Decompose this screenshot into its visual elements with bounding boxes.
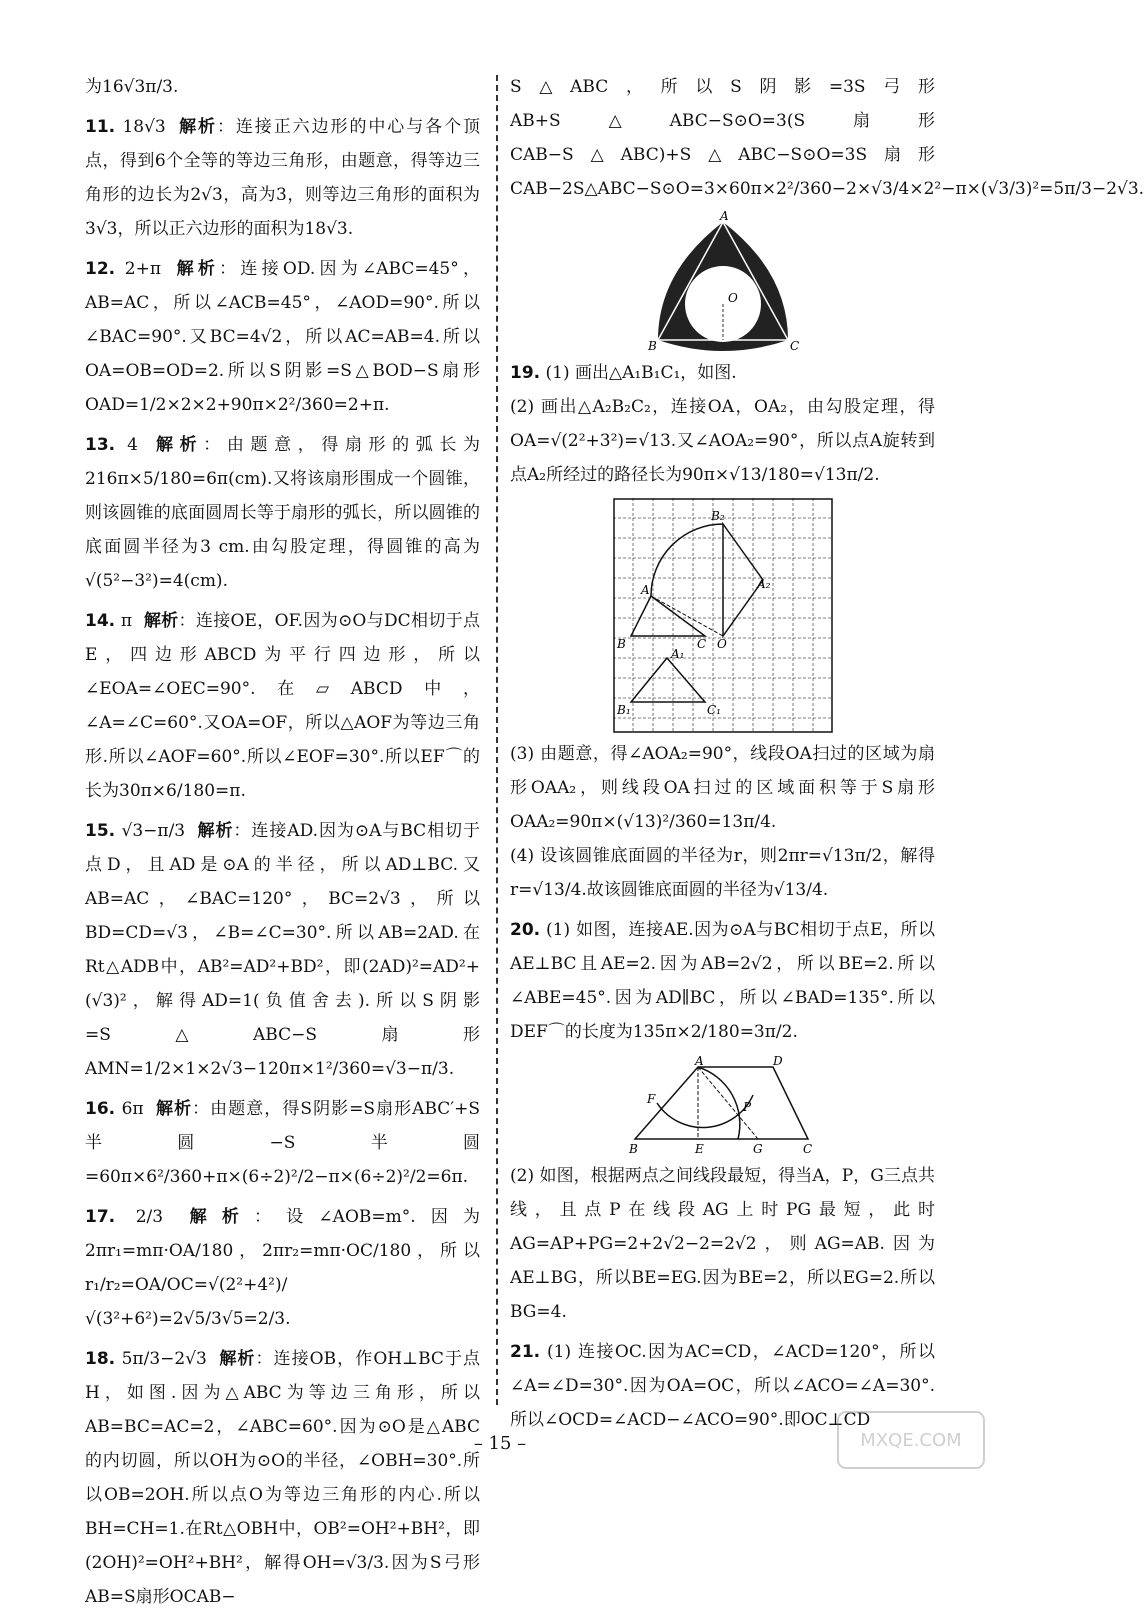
answer-20-part2-para: (2) 如图，根据两点之间线段最短，得当A，P，G三点共线，且点P在线段AG上时PG最短，此时AG=AP+PG=2+2√2−2=2√2，则AG=AB.因为AE⊥BG，所以BE=EG.因为BE=2，所以EG=2.所以BG=4.	[510, 1166, 935, 1322]
figure-19-grid	[613, 498, 833, 733]
analysis-text: ：由题意，得扇形的弧长为216π×5/180=6π(cm).又将该扇形围成一个圆锥，则该圆锥的底面圆周长等于扇形的弧长，所以圆锥的底面圆半径为3 cm.由勾股定理，得圆锥的高为√(5²−3²)=4(cm).	[85, 435, 481, 591]
label-c: C	[802, 1142, 812, 1156]
answer-20	[510, 913, 935, 1049]
answer-15	[85, 814, 480, 1086]
label-c: C	[696, 637, 706, 651]
answer-12	[85, 252, 480, 422]
answer-13	[85, 428, 480, 598]
label-o: O	[716, 637, 727, 651]
analysis-text: ：设∠AOB=m°.因为2πr₁=mπ·OA/180，2πr₂=mπ·OC/180，所以r₁/r₂=OA/OC=√(2²+4²)/√(3²+6²)=2√5/3√5=2/3.	[85, 1207, 481, 1329]
column-divider	[496, 75, 498, 1405]
answer-value: 2+π	[124, 259, 162, 279]
label-b: B	[616, 637, 626, 651]
label-a1: A₁	[670, 647, 684, 661]
analysis-label: 解析	[179, 117, 217, 137]
answer-18	[85, 1342, 480, 1614]
page-number: – 15 –	[473, 1433, 527, 1454]
rotation-arc	[651, 524, 723, 596]
answer-19-more	[510, 737, 935, 907]
label-e: E	[694, 1142, 704, 1156]
question-number: 11.	[85, 117, 116, 137]
left-column	[85, 70, 480, 1620]
analysis-label: 解析	[219, 1349, 256, 1369]
label-b1: B₁	[616, 703, 631, 717]
answer-value: 6π	[121, 1099, 144, 1119]
answer-value: 18√3	[122, 117, 166, 137]
label-a: A	[694, 1054, 704, 1068]
answer-value: 4	[127, 435, 138, 455]
figure-18-reuleaux-triangle	[647, 209, 799, 353]
label-o: O	[727, 291, 738, 305]
label-g: G	[752, 1142, 763, 1156]
question-number: 19.	[510, 363, 541, 383]
triangle-abc	[631, 596, 705, 636]
figure-20-trapezoid	[623, 1055, 823, 1155]
analysis-text: ：连接正六边形的中心与各个顶点，得到6个全等的等边三角形，由题意，得等边三角形的边长为2√3，高为3，则等边三角形的面积为3√3，所以正六边形的面积为18√3.	[85, 117, 481, 239]
triangle-a1b1c1	[631, 658, 705, 702]
question-number: 13.	[85, 435, 116, 455]
question-number: 16.	[85, 1099, 116, 1119]
answer-16	[85, 1092, 480, 1194]
question-number: 12.	[85, 259, 116, 279]
answer-20-part1: (1) 如图，连接AE.因为⊙A与BC相切于点E，所以AE⊥BC且AE=2.因为AB=2√2，所以BE=2.所以∠ABE=45°.因为AD∥BC，所以∠BAD=135°.所以DEF⌒的长度为135π×2/180=3π/2.	[510, 920, 936, 1042]
analysis-label: 解析	[156, 435, 204, 455]
analysis-text: ：连接OD.因为∠ABC=45°，AB=AC，所以∠ACB=45°，∠AOD=90°.所以∠BAC=90°.又BC=4√2，所以AC=AB=4.所以OA=OB=OD=2.所以S阴影=S△BOD−S扇形OAD=1/2×2×2+90π×2²/360=2+π.	[85, 259, 480, 415]
segment-oa	[651, 596, 723, 636]
question-number: 20.	[510, 920, 541, 940]
analysis-label: 解析	[176, 259, 220, 279]
answer-21-part1: (1) 连接OC.因为AC=CD，∠ACD=120°，所以∠A=∠D=30°.因为OA=OC，所以∠ACO=∠A=30°.所以∠OCD=∠ACD−∠ACO=90°.即OC⊥CD	[510, 1342, 935, 1430]
watermark-logo	[836, 1410, 986, 1470]
analysis-label: 解析	[189, 1207, 255, 1227]
answer-19-part4: (4) 设该圆锥底面圆的半径为r，则2πr=√13π/2，解得r=√13/4.故该圆锥底面圆的半径为√13/4.	[510, 846, 935, 900]
label-d: D	[772, 1054, 783, 1068]
answer-14	[85, 604, 480, 808]
answer-17	[85, 1200, 480, 1336]
label-f: F	[646, 1092, 655, 1106]
answer-19-part2: (2) 画出△A₂B₂C₂，连接OA，OA₂，由勾股定理，得OA=√(2²+3²)=√13.又∠AOA₂=90°，所以点A旋转到点A₂所经过的路径长为90π×√13/180=√13π/2.	[510, 397, 935, 485]
label-a: A	[640, 583, 650, 597]
analysis-text: ：连接OE，OF.因为⊙O与DC相切于点E，四边形ABCD为平行四边形，所以∠EOA=∠OEC=90°.在▱ABCD中，∠A=∠C=60°.又OA=OF，所以△AOF为等边三角形.所以∠AOF=60°.所以∠EOF=30°.所以EF⌒的长为30π×6/180=π.	[85, 611, 481, 801]
answer-18-continued: S△ABC，所以S阴影=3S弓形AB+S△ABC−S⊙O=3(S扇形CAB−S△ABC)+S△ABC−S⊙O=3S扇形CAB−2S△ABC−S⊙O=3×60π×2²/360−2×√3/4×2²−π×(√3/3)²=5π/3−2√3.	[510, 77, 1144, 199]
answer-19-part1: (1) 画出△A₁B₁C₁，如图.	[545, 363, 737, 383]
analysis-label: 解析	[156, 1099, 193, 1119]
label-b: B	[628, 1142, 638, 1156]
page-number-value: 15	[488, 1433, 512, 1454]
answer-value: π	[120, 611, 133, 631]
answer-19	[510, 356, 935, 492]
label-p: P	[742, 1100, 751, 1114]
answer-value: 2/3	[135, 1207, 164, 1227]
answer-value: √3−π/3	[121, 821, 186, 841]
label-c1: C₁	[706, 703, 721, 717]
answer-value: 5π/3−2√3	[121, 1349, 207, 1369]
question-number: 15.	[85, 821, 116, 841]
question-number: 21.	[510, 1342, 541, 1362]
analysis-text: ：连接OB，作OH⊥BC于点H，如图.因为△ABC为等边三角形，所以AB=BC=AC=2，∠ABC=60°.因为⊙O是△ABC的内切圆，所以OH为⊙O的半径，∠OBH=30°.所以OB=2OH.所以点O为等边三角形的内心.所以BH=CH=1.在Rt△OBH中，OB²=OH²+BH²，即(2OH)²=OH²+BH²，解得OH=√3/3.因为S弓形AB=S扇形OCAB−	[85, 1349, 481, 1607]
analysis-label: 解析	[197, 821, 234, 841]
svg-text:MXQE.COM: MXQE.COM	[860, 1430, 962, 1451]
answer-19-part3: (3) 由题意，得∠AOA₂=90°，线段OA扫过的区域为扇形OAA₂，则线段OA扫过的区域面积等于S扇形OAA₂=90π×(√13)²/360=13π/4.	[510, 744, 935, 832]
trapezoid-abcd	[635, 1067, 808, 1139]
answer-10-tail: 为16√3π/3.	[85, 77, 179, 97]
question-number: 14.	[85, 611, 116, 631]
label-b2: B₂	[710, 509, 725, 523]
label-a: A	[719, 209, 729, 223]
analysis-text: ：连接AD.因为⊙A与BC相切于点D，且AD是⊙A的半径，所以AD⊥BC.又AB=AC，∠BAC=120°，BC=2√3，所以BD=CD=√3，∠B=∠C=30°.所以AB=2AD.在Rt△ADB中，AB²=AD²+BD²，即(2AD)²=AD²+(√3)²，解得AD=1(负值舍去).所以S阴影=S△ABC−S扇形AMN=1/2×1×2√3−120π×1²/360=√3−π/3.	[85, 821, 481, 1079]
label-a2: A₂	[756, 577, 770, 591]
analysis-text: ：由题意，得S阴影=S扇形ABC′+S半圆−S半圆=60π×6²/360+π×(6÷2)²/2−π×(6÷2)²/2=6π.	[85, 1099, 481, 1187]
question-number: 18.	[85, 1349, 116, 1369]
label-c: C	[789, 339, 799, 353]
label-b: B	[647, 339, 657, 353]
analysis-label: 解析	[143, 611, 179, 631]
question-number: 17.	[85, 1207, 116, 1227]
answer-11	[85, 110, 480, 246]
